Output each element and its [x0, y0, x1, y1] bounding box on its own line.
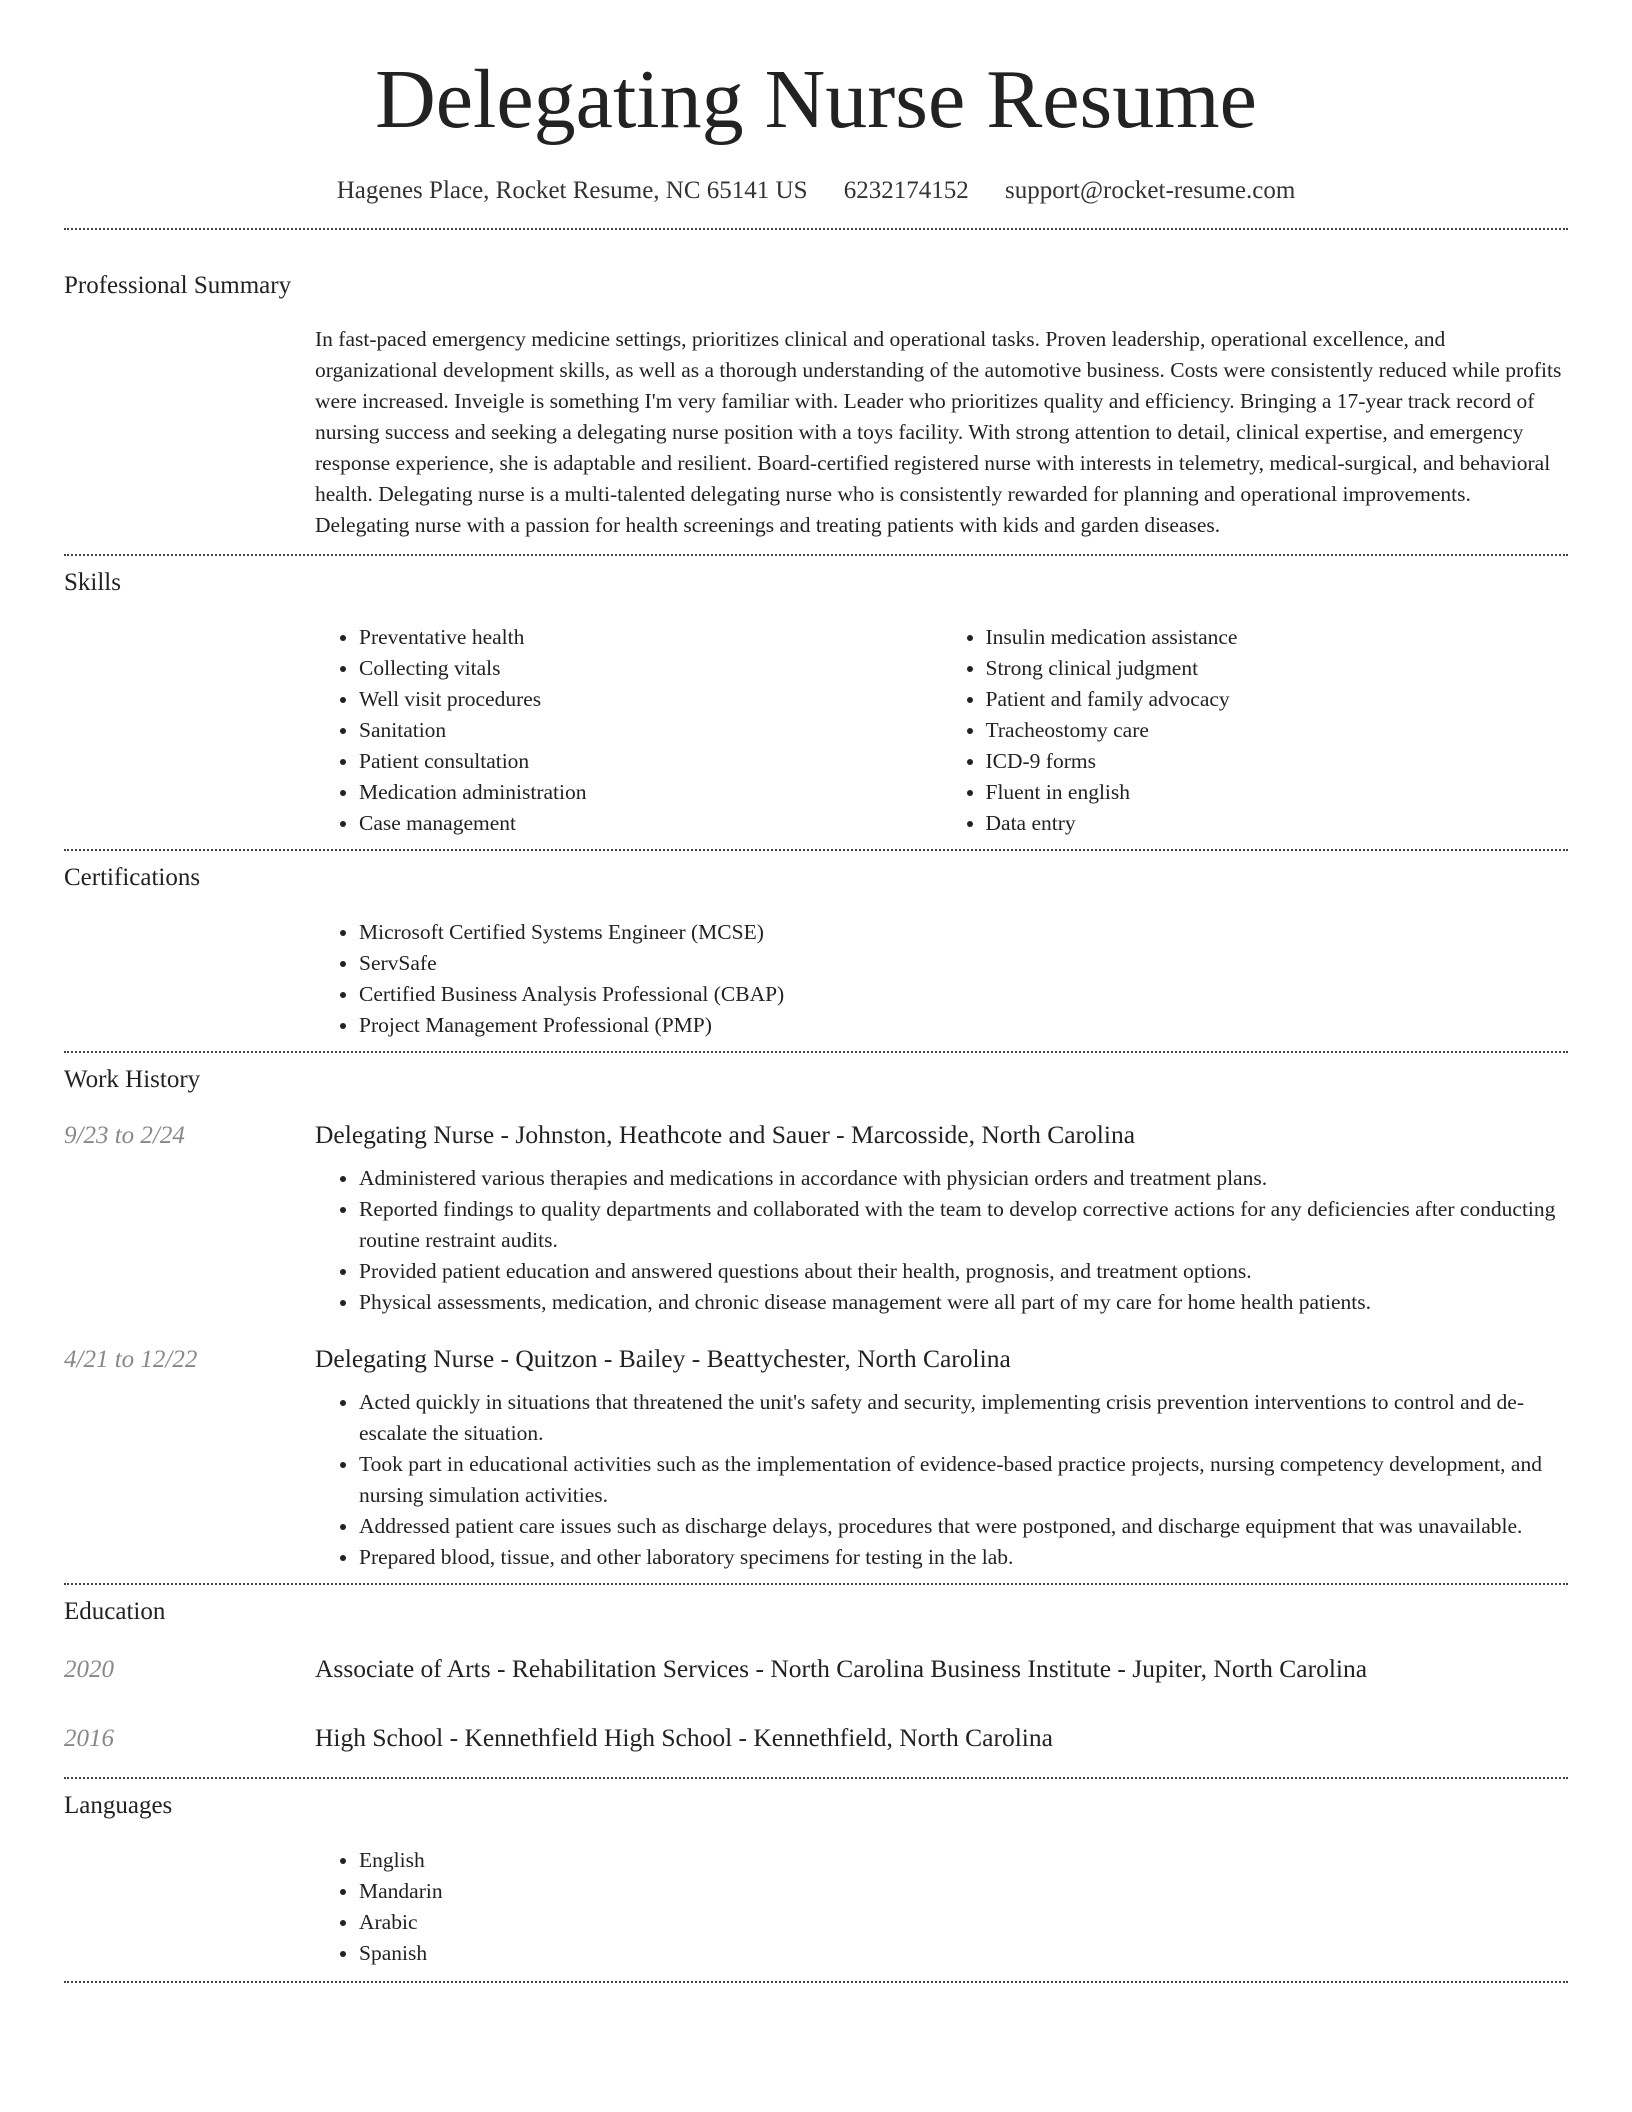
- contact-address: Hagenes Place, Rocket Resume, NC 65141 US: [336, 177, 808, 204]
- skills-heading: Skills: [64, 569, 121, 596]
- job-details: [315, 1163, 1568, 1318]
- languages-heading: Languages: [64, 1792, 173, 1819]
- education-detail: High School - Kennethfield High School - Kennethfield, North Carolina: [315, 1723, 1053, 1752]
- skill-item: • Preventative health: [359, 622, 942, 653]
- job-bullet: • Provided patient education and answered questions about their health, prognosis, and treatment options.: [359, 1256, 1568, 1287]
- job-entry: [64, 1343, 1568, 1573]
- job-heading: Delegating Nurse - Quitzon - Bailey - Beattychester, North Carolina: [315, 1344, 1011, 1373]
- certifications-heading: Certifications: [64, 864, 201, 891]
- section-divider: [64, 228, 1568, 230]
- certifications-body: [315, 917, 1568, 1041]
- work-history-heading: Work History: [64, 1066, 201, 1093]
- skill-item: • Fluent in english: [986, 777, 1569, 808]
- education-entry: [64, 1722, 1568, 1755]
- skill-item: • Case management: [359, 808, 942, 839]
- education-year: 2020: [64, 1656, 114, 1683]
- job-bullets: [315, 1163, 1568, 1318]
- resume-page: [64, 0, 1568, 1983]
- skills-list-right: [942, 622, 1569, 839]
- contact-phone: 6232174152: [843, 177, 969, 204]
- section-divider: [64, 1777, 1568, 1779]
- section-divider: [64, 1051, 1568, 1053]
- skill-item: • Medication administration: [359, 777, 942, 808]
- certifications-list: [315, 917, 1568, 1041]
- skill-item: • Patient consultation: [359, 746, 942, 777]
- certification-item: • Microsoft Certified Systems Engineer (MCSE): [359, 917, 1568, 948]
- job-bullet: • Took part in educational activities such as the implementation of evidence-based practice projects, nursing competency development, and nursing simulation activities.: [359, 1449, 1568, 1511]
- skills-columns: [315, 622, 1568, 839]
- job-bullet: • Addressed patient care issues such as discharge delays, procedures that were postponed, and discharge equipment that was unavailable.: [359, 1511, 1568, 1542]
- language-item: • English: [359, 1845, 1568, 1876]
- language-item: • Spanish: [359, 1938, 1568, 1969]
- section-divider: [64, 849, 1568, 851]
- job-dates: 4/21 to 12/22: [64, 1346, 198, 1373]
- skill-item: • ICD-9 forms: [986, 746, 1569, 777]
- resume-title: Delegating Nurse Resume: [375, 53, 1257, 146]
- job-bullet: • Prepared blood, tissue, and other laboratory specimens for testing in the lab.: [359, 1542, 1568, 1573]
- language-item: • Arabic: [359, 1907, 1568, 1938]
- skills-section: [64, 568, 1568, 839]
- education-section: [64, 1597, 1568, 1755]
- languages-body: [315, 1845, 1568, 1969]
- languages-list: [315, 1845, 1568, 1969]
- job-bullets: [315, 1387, 1568, 1573]
- summary-text: In fast-paced emergency medicine settings, prioritizes clinical and operational tasks. Proven leadership, operational excellence, and organizational development skills, as well as a thorough understanding of the automotive business. Costs were consistently reduced while profits were increased. Inveigle is something I'm very familiar with. Leader who prioritizes quality and efficiency. Bringing a 17-year track record of nursing success and seeking a delegating nurse position with a toys facility. With strong attention to detail, clinical expertise, and emergency response experience, she is adaptable and resilient. Board-certified registered nurse with interests in telemetry, medical-surgical, and behavioral health. Delegating nurse is a multi-talented delegating nurse who is consistently rewarded for planning and operational improvements. Delegating nurse with a passion for health screenings and treating patients with kids and garden diseases.: [315, 327, 1562, 537]
- skill-item: • Tracheostomy care: [986, 715, 1569, 746]
- certifications-section: [64, 863, 1568, 1041]
- skills-list-left: [315, 622, 942, 839]
- languages-section: [64, 1791, 1568, 1969]
- work-history-section: [64, 1065, 1568, 1573]
- job-bullet: • Reported findings to quality departments and collaborated with the team to develop corrective actions for any deficiencies after conducting routine restraint audits.: [359, 1194, 1568, 1256]
- education-detail: Associate of Arts - Rehabilitation Services - North Carolina Business Institute - Jupiter, North Carolina: [315, 1654, 1368, 1683]
- section-divider: [64, 1583, 1568, 1585]
- job-header: [64, 1343, 1568, 1376]
- skill-item: • Insulin medication assistance: [986, 622, 1569, 653]
- contact-email: support@rocket-resume.com: [1004, 177, 1296, 204]
- job-header: [64, 1119, 1568, 1152]
- skill-item: • Well visit procedures: [359, 684, 942, 715]
- job-bullet: • Physical assessments, medication, and chronic disease management were all part of my care for home health patients.: [359, 1287, 1568, 1318]
- skill-item: • Sanitation: [359, 715, 942, 746]
- skill-item: • Collecting vitals: [359, 653, 942, 684]
- job-bullet: • Administered various therapies and medications in accordance with physician orders and treatment plans.: [359, 1163, 1568, 1194]
- job-heading: Delegating Nurse - Johnston, Heathcote and Sauer - Marcosside, North Carolina: [315, 1120, 1136, 1149]
- job-bullet: • Acted quickly in situations that threatened the unit's safety and security, implementing crisis prevention interventions to control and de-escalate the situation.: [359, 1387, 1568, 1449]
- summary-section: [64, 271, 1568, 541]
- certification-item: • ServSafe: [359, 948, 1568, 979]
- contact-line: [64, 176, 1568, 206]
- education-entry: [64, 1653, 1568, 1686]
- education-year: 2016: [64, 1725, 114, 1752]
- section-divider: [64, 1981, 1568, 1983]
- education-heading: Education: [64, 1598, 166, 1625]
- skill-item: • Data entry: [986, 808, 1569, 839]
- summary-heading: Professional Summary: [64, 272, 292, 299]
- skill-item: • Patient and family advocacy: [986, 684, 1569, 715]
- job-entry: [64, 1119, 1568, 1318]
- certification-item: • Project Management Professional (PMP): [359, 1010, 1568, 1041]
- job-dates: 9/23 to 2/24: [64, 1122, 185, 1149]
- language-item: • Mandarin: [359, 1876, 1568, 1907]
- certification-item: • Certified Business Analysis Professional (CBAP): [359, 979, 1568, 1010]
- job-details: [315, 1387, 1568, 1573]
- section-divider: [64, 554, 1568, 556]
- skill-item: • Strong clinical judgment: [986, 653, 1569, 684]
